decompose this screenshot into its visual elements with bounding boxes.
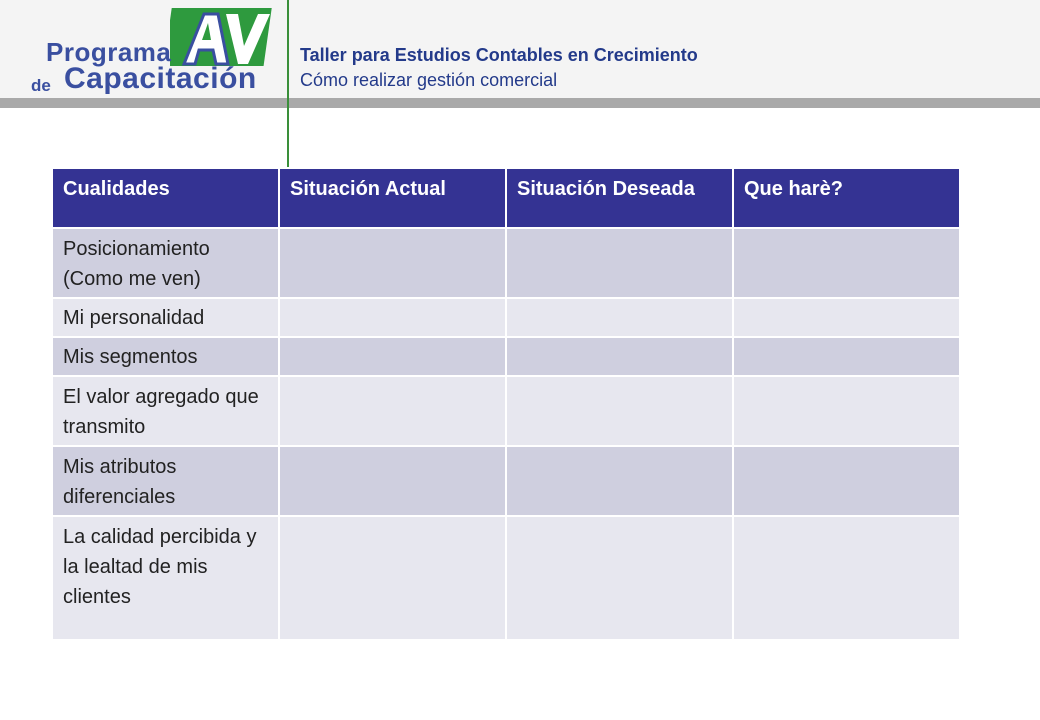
- quality-cell: Mi personalidad: [52, 298, 279, 337]
- table-row: [52, 337, 960, 376]
- program-logo: [20, 4, 282, 98]
- table-row: [52, 446, 960, 516]
- desired-situation-cell[interactable]: [506, 446, 733, 516]
- action-cell[interactable]: [733, 298, 960, 337]
- table-row: [52, 516, 960, 640]
- column-header-situacion-deseada: Situación Deseada: [506, 168, 733, 228]
- qualities-table: [51, 167, 961, 641]
- current-situation-cell[interactable]: [279, 298, 506, 337]
- table-row: [52, 298, 960, 337]
- desired-situation-cell[interactable]: [506, 376, 733, 446]
- quality-cell: Posicionamiento (Como me ven): [52, 228, 279, 298]
- table-row: [52, 376, 960, 446]
- logo-word-de: de: [31, 76, 51, 95]
- column-header-situacion-actual: Situación Actual: [279, 168, 506, 228]
- logo-word-programa: Programa: [46, 37, 172, 67]
- desired-situation-cell[interactable]: [506, 516, 733, 640]
- table-header-row: [52, 168, 960, 228]
- current-situation-cell[interactable]: [279, 516, 506, 640]
- desired-situation-cell[interactable]: [506, 228, 733, 298]
- action-cell[interactable]: [733, 337, 960, 376]
- current-situation-cell[interactable]: [279, 337, 506, 376]
- action-cell[interactable]: [733, 228, 960, 298]
- action-cell[interactable]: [733, 516, 960, 640]
- column-header-que-hare: Que harè?: [733, 168, 960, 228]
- table-row: [52, 228, 960, 298]
- header-divider-bar: [0, 98, 1040, 108]
- av-logo-mark: [170, 6, 274, 68]
- quality-cell: Mis segmentos: [52, 337, 279, 376]
- logo-word-capacitacion: Capacitación: [64, 62, 257, 95]
- column-header-cualidades: Cualidades: [52, 168, 279, 228]
- quality-cell: El valor agregado que transmito: [52, 376, 279, 446]
- action-cell[interactable]: [733, 446, 960, 516]
- workshop-subtitle: Cómo realizar gestión comercial: [300, 70, 558, 90]
- current-situation-cell[interactable]: [279, 228, 506, 298]
- current-situation-cell[interactable]: [279, 446, 506, 516]
- desired-situation-cell[interactable]: [506, 298, 733, 337]
- quality-cell: Mis atributos diferenciales: [52, 446, 279, 516]
- quality-cell: La calidad percibida y la lealtad de mis clientes: [52, 516, 279, 640]
- current-situation-cell[interactable]: [279, 376, 506, 446]
- workshop-title: Taller para Estudios Contables en Crecimiento: [300, 45, 698, 65]
- action-cell[interactable]: [733, 376, 960, 446]
- desired-situation-cell[interactable]: [506, 337, 733, 376]
